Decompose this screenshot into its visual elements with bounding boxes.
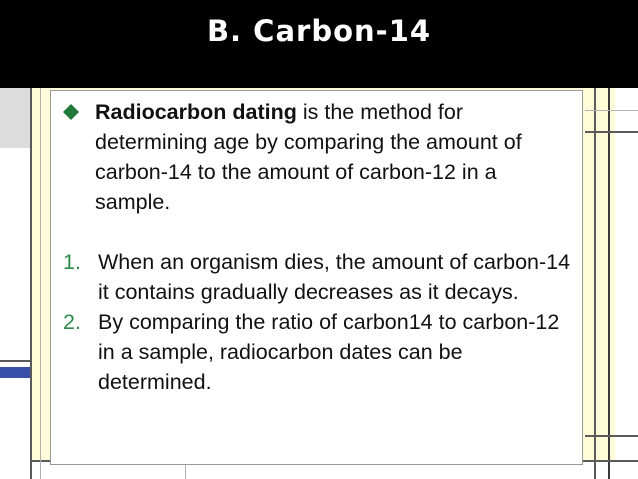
- decorative-line: [40, 88, 41, 479]
- decorative-line: [585, 131, 638, 133]
- decorative-blue-block: [0, 367, 30, 378]
- bullet-description: is the method for determining age by comparing the amount of carbon-14 to the amount of carbon-12 in a sample.: [95, 100, 522, 214]
- decorative-line: [585, 110, 638, 111]
- bullet-text: [95, 97, 573, 217]
- list-item-text: By comparing the ratio of carbon14 to carbon-12 in a sample, radiocarbon dates can be determined.: [98, 310, 560, 394]
- decorative-line: [594, 88, 596, 479]
- content-box: [50, 90, 583, 465]
- decorative-line: [30, 88, 32, 479]
- decorative-line: [0, 360, 30, 362]
- decorative-line: [585, 435, 638, 437]
- slide-title: B. Carbon-14: [206, 14, 432, 48]
- list-number: 2.: [63, 310, 81, 334]
- decorative-line: [185, 465, 186, 479]
- title-bar: [0, 0, 638, 88]
- decorative-gray-block: [0, 88, 30, 148]
- list-item: [63, 307, 578, 397]
- bullet-item: [63, 97, 573, 217]
- diamond-bullet-icon: [63, 104, 79, 120]
- bullet-term: Radiocarbon dating: [95, 100, 297, 124]
- numbered-list: [63, 247, 578, 397]
- list-number: 1.: [63, 250, 81, 274]
- list-item-text: When an organism dies, the amount of carbon-14 it contains gradually decreases as it decays.: [98, 250, 571, 304]
- list-item: [63, 247, 578, 307]
